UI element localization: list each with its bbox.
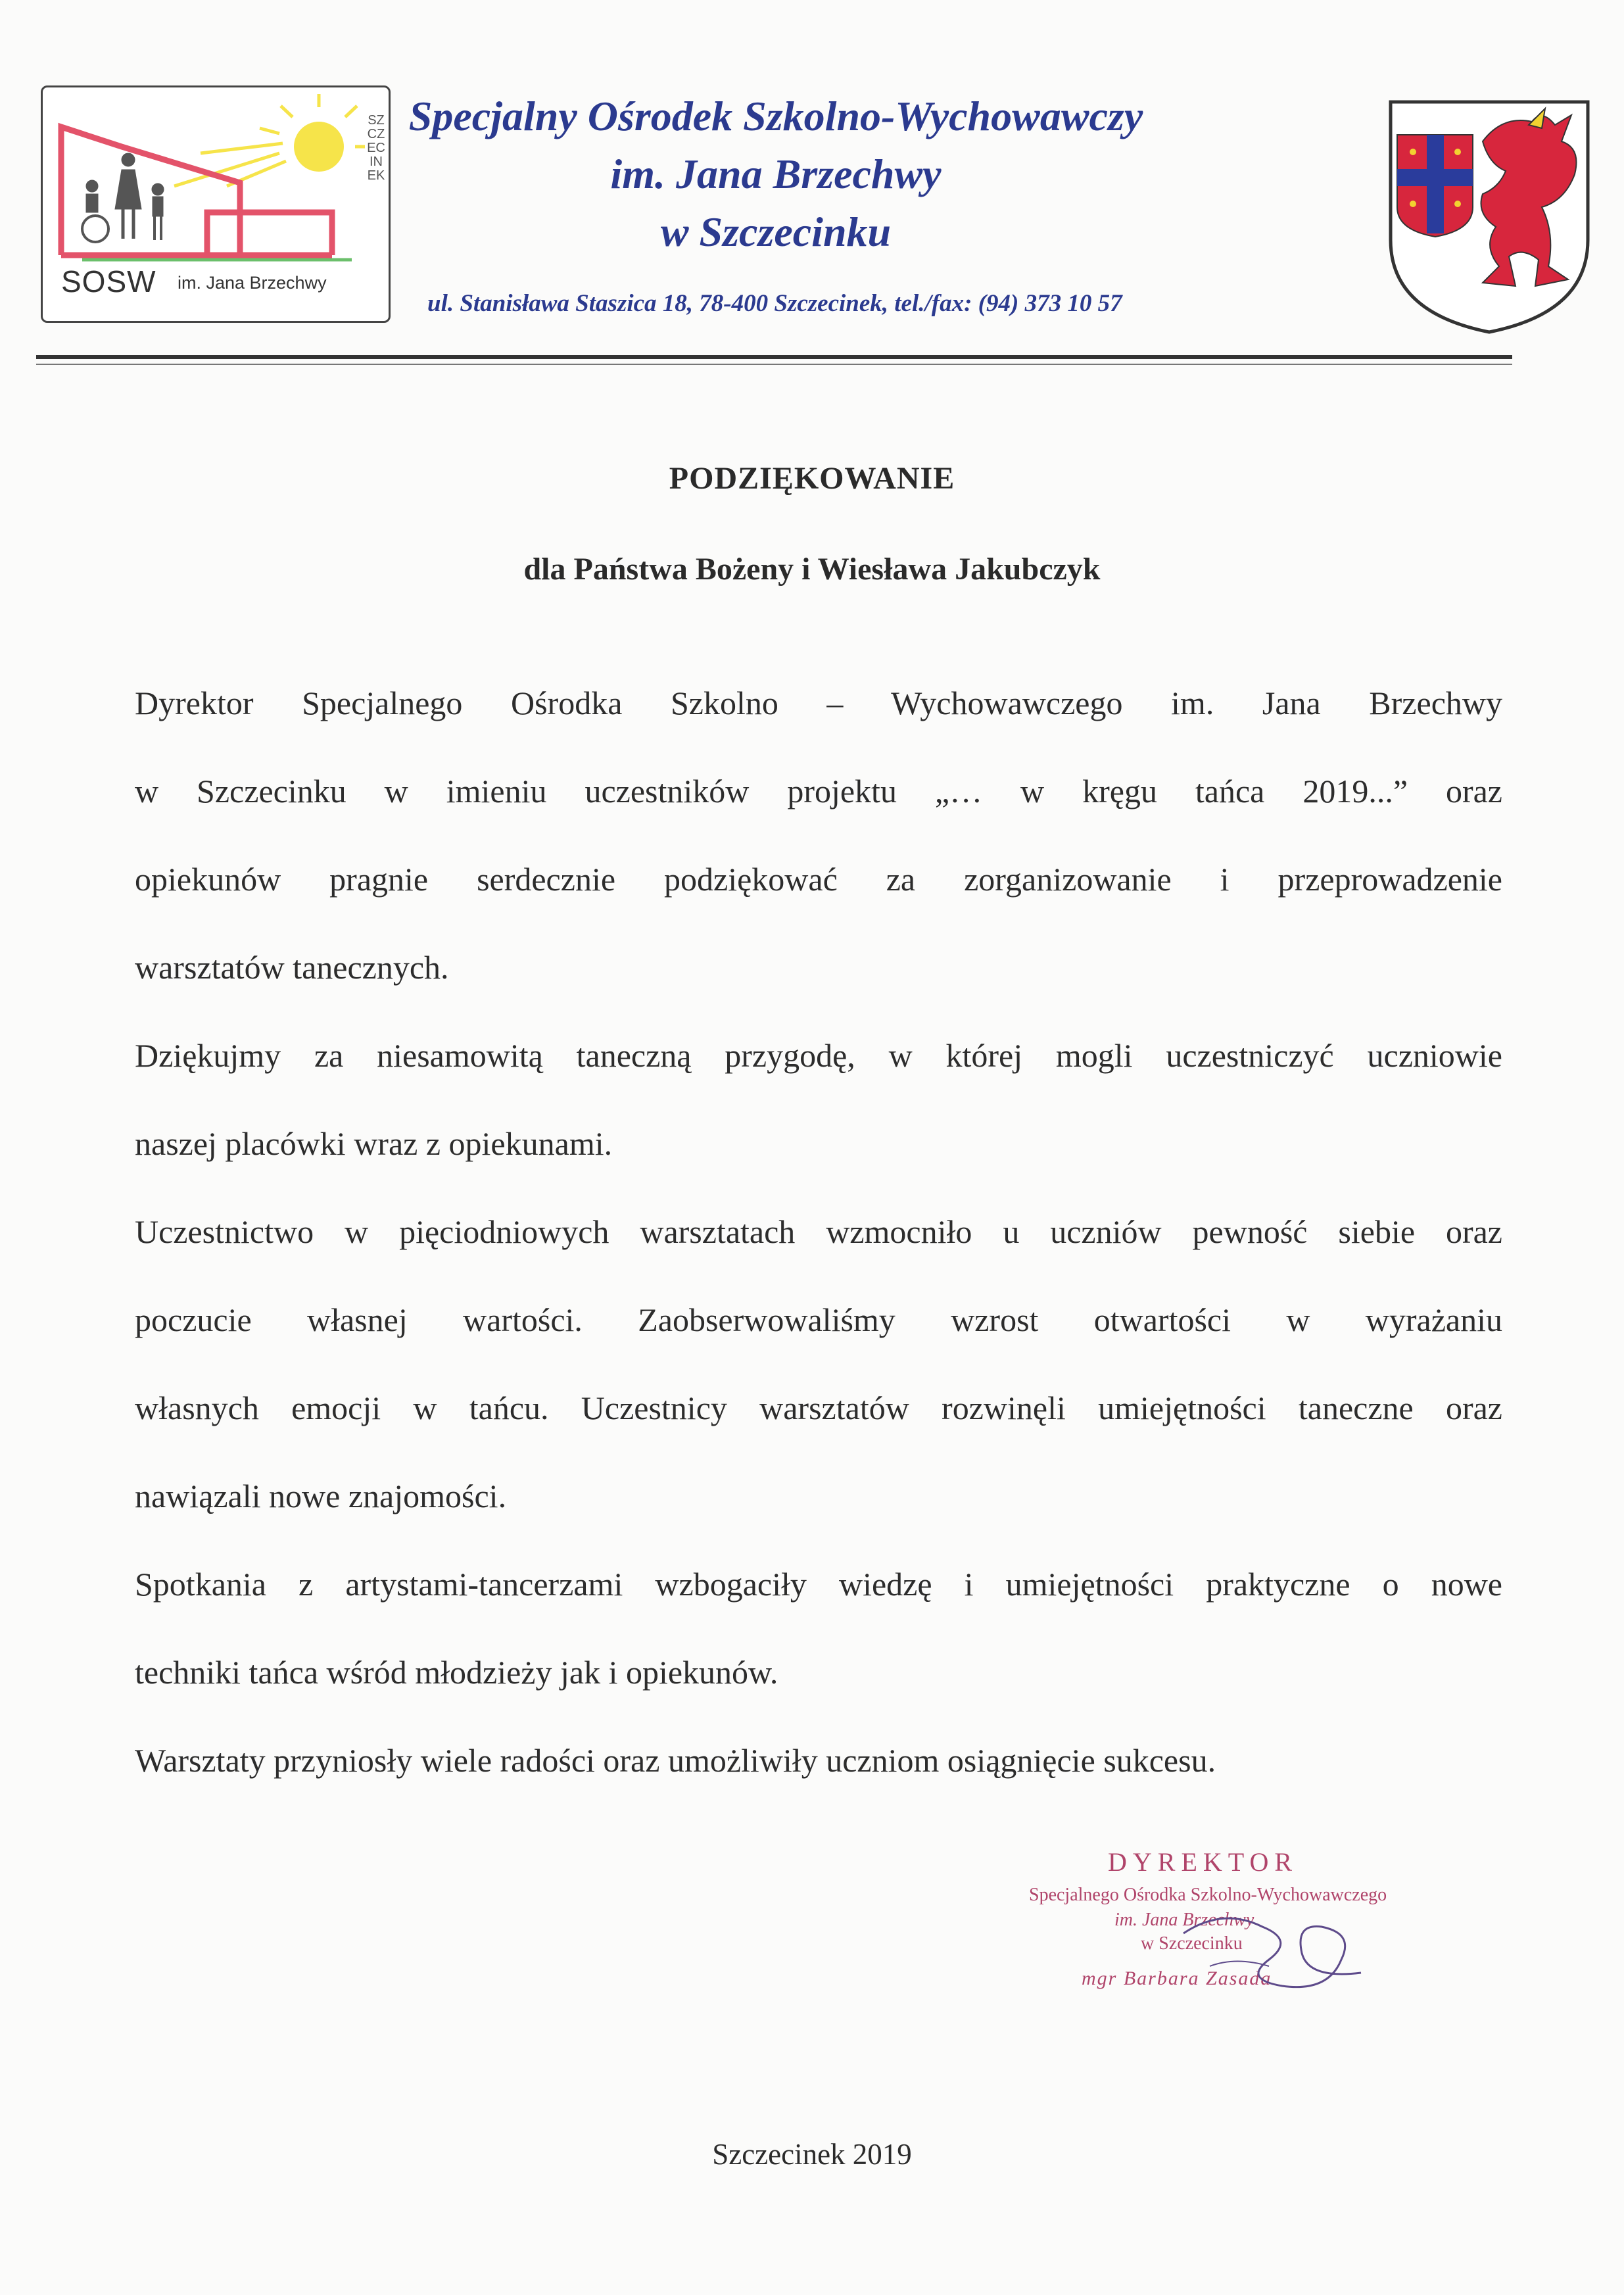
header-divider-thin — [36, 364, 1512, 365]
body-line: Uczestnictwo w pięciodniowych warsztatach wzmocniło u uczniów pewność siebie oraz — [135, 1213, 1502, 1250]
logo-abbreviation: SOSW — [61, 264, 156, 299]
building-icon — [61, 127, 332, 255]
logo-town-name: SZCZECINEK — [367, 113, 385, 183]
document-recipient: dla Państwa Bożeny i Wiesława Jakubczyk — [523, 552, 1101, 587]
cross-shield-icon — [1397, 135, 1473, 237]
body-line: nawiązali nowe znajomości. — [135, 1478, 507, 1514]
coat-of-arms-icon — [1384, 95, 1594, 339]
institution-address: ul. Stanisława Staszica 18, 78-400 Szczecinek, tel./fax: (94) 373 10 57 — [427, 290, 1122, 317]
institution-name: Specjalny Ośrodek Szkolno-Wychowawczy — [408, 93, 1143, 139]
institution-patron: im. Jana Brzechwy — [610, 151, 942, 197]
body-line: opiekunów pragnie serdecznie podziękować za zorganizowanie i przeprowadzenie — [135, 861, 1502, 898]
body-line: Dziękujmy za niesamowitą taneczną przygodę, w której mogli uczestniczyć uczniowie — [135, 1037, 1502, 1074]
body-line: własnych emocji w tańcu. Uczestnicy warsztatów rozwinęli umiejętności taneczne oraz — [135, 1389, 1502, 1426]
body-line: Warsztaty przyniosły wiele radości oraz umożliwiły uczniom osiągnięcie sukcesu. — [135, 1742, 1216, 1779]
body-line: w Szczecinku w imieniu uczestników projektu „… w kręgu tańca 2019...” oraz — [135, 773, 1502, 809]
body-line: Dyrektor Specjalnego Ośrodka Szkolno – Wychowawczego im. Jana Brzechwy — [135, 685, 1502, 721]
body-line: poczucie własnej wartości. Zaobserwowaliśmy wzrost otwartości w wyrażaniu — [135, 1301, 1502, 1338]
body-line: naszej placówki wraz z opiekunami. — [135, 1125, 613, 1162]
signature-icon — [1170, 1894, 1381, 1999]
body-line: Spotkania z artystami-tancerzami wzbogaciły wiedzę i umiejętności praktyczne o nowe — [135, 1566, 1502, 1603]
stamp-patron: im. Jana Brzechwy — [1114, 1910, 1254, 1930]
stamp-institution: Specjalnego Ośrodka Szkolno-Wychowawczego — [1029, 1885, 1387, 1905]
logo-school-name: im. Jana Brzechwy — [178, 273, 327, 293]
stamp-title: DYREKTOR — [1108, 1847, 1299, 1877]
place-and-year: Szczecinek 2019 — [712, 2138, 912, 2171]
document-title: PODZIĘKOWANIE — [669, 461, 955, 496]
header-divider — [36, 355, 1512, 359]
institution-town: w Szczecinku — [660, 208, 892, 255]
stamp-town: w Szczecinku — [1141, 1933, 1243, 1954]
stamp-director-name: mgr Barbara Zasada — [1082, 1968, 1272, 1989]
body-line: warsztatów tanecznych. — [135, 949, 449, 986]
people-icon — [82, 153, 164, 242]
body-line: techniki tańca wśród młodzieży jak i opiekunów. — [135, 1654, 778, 1691]
